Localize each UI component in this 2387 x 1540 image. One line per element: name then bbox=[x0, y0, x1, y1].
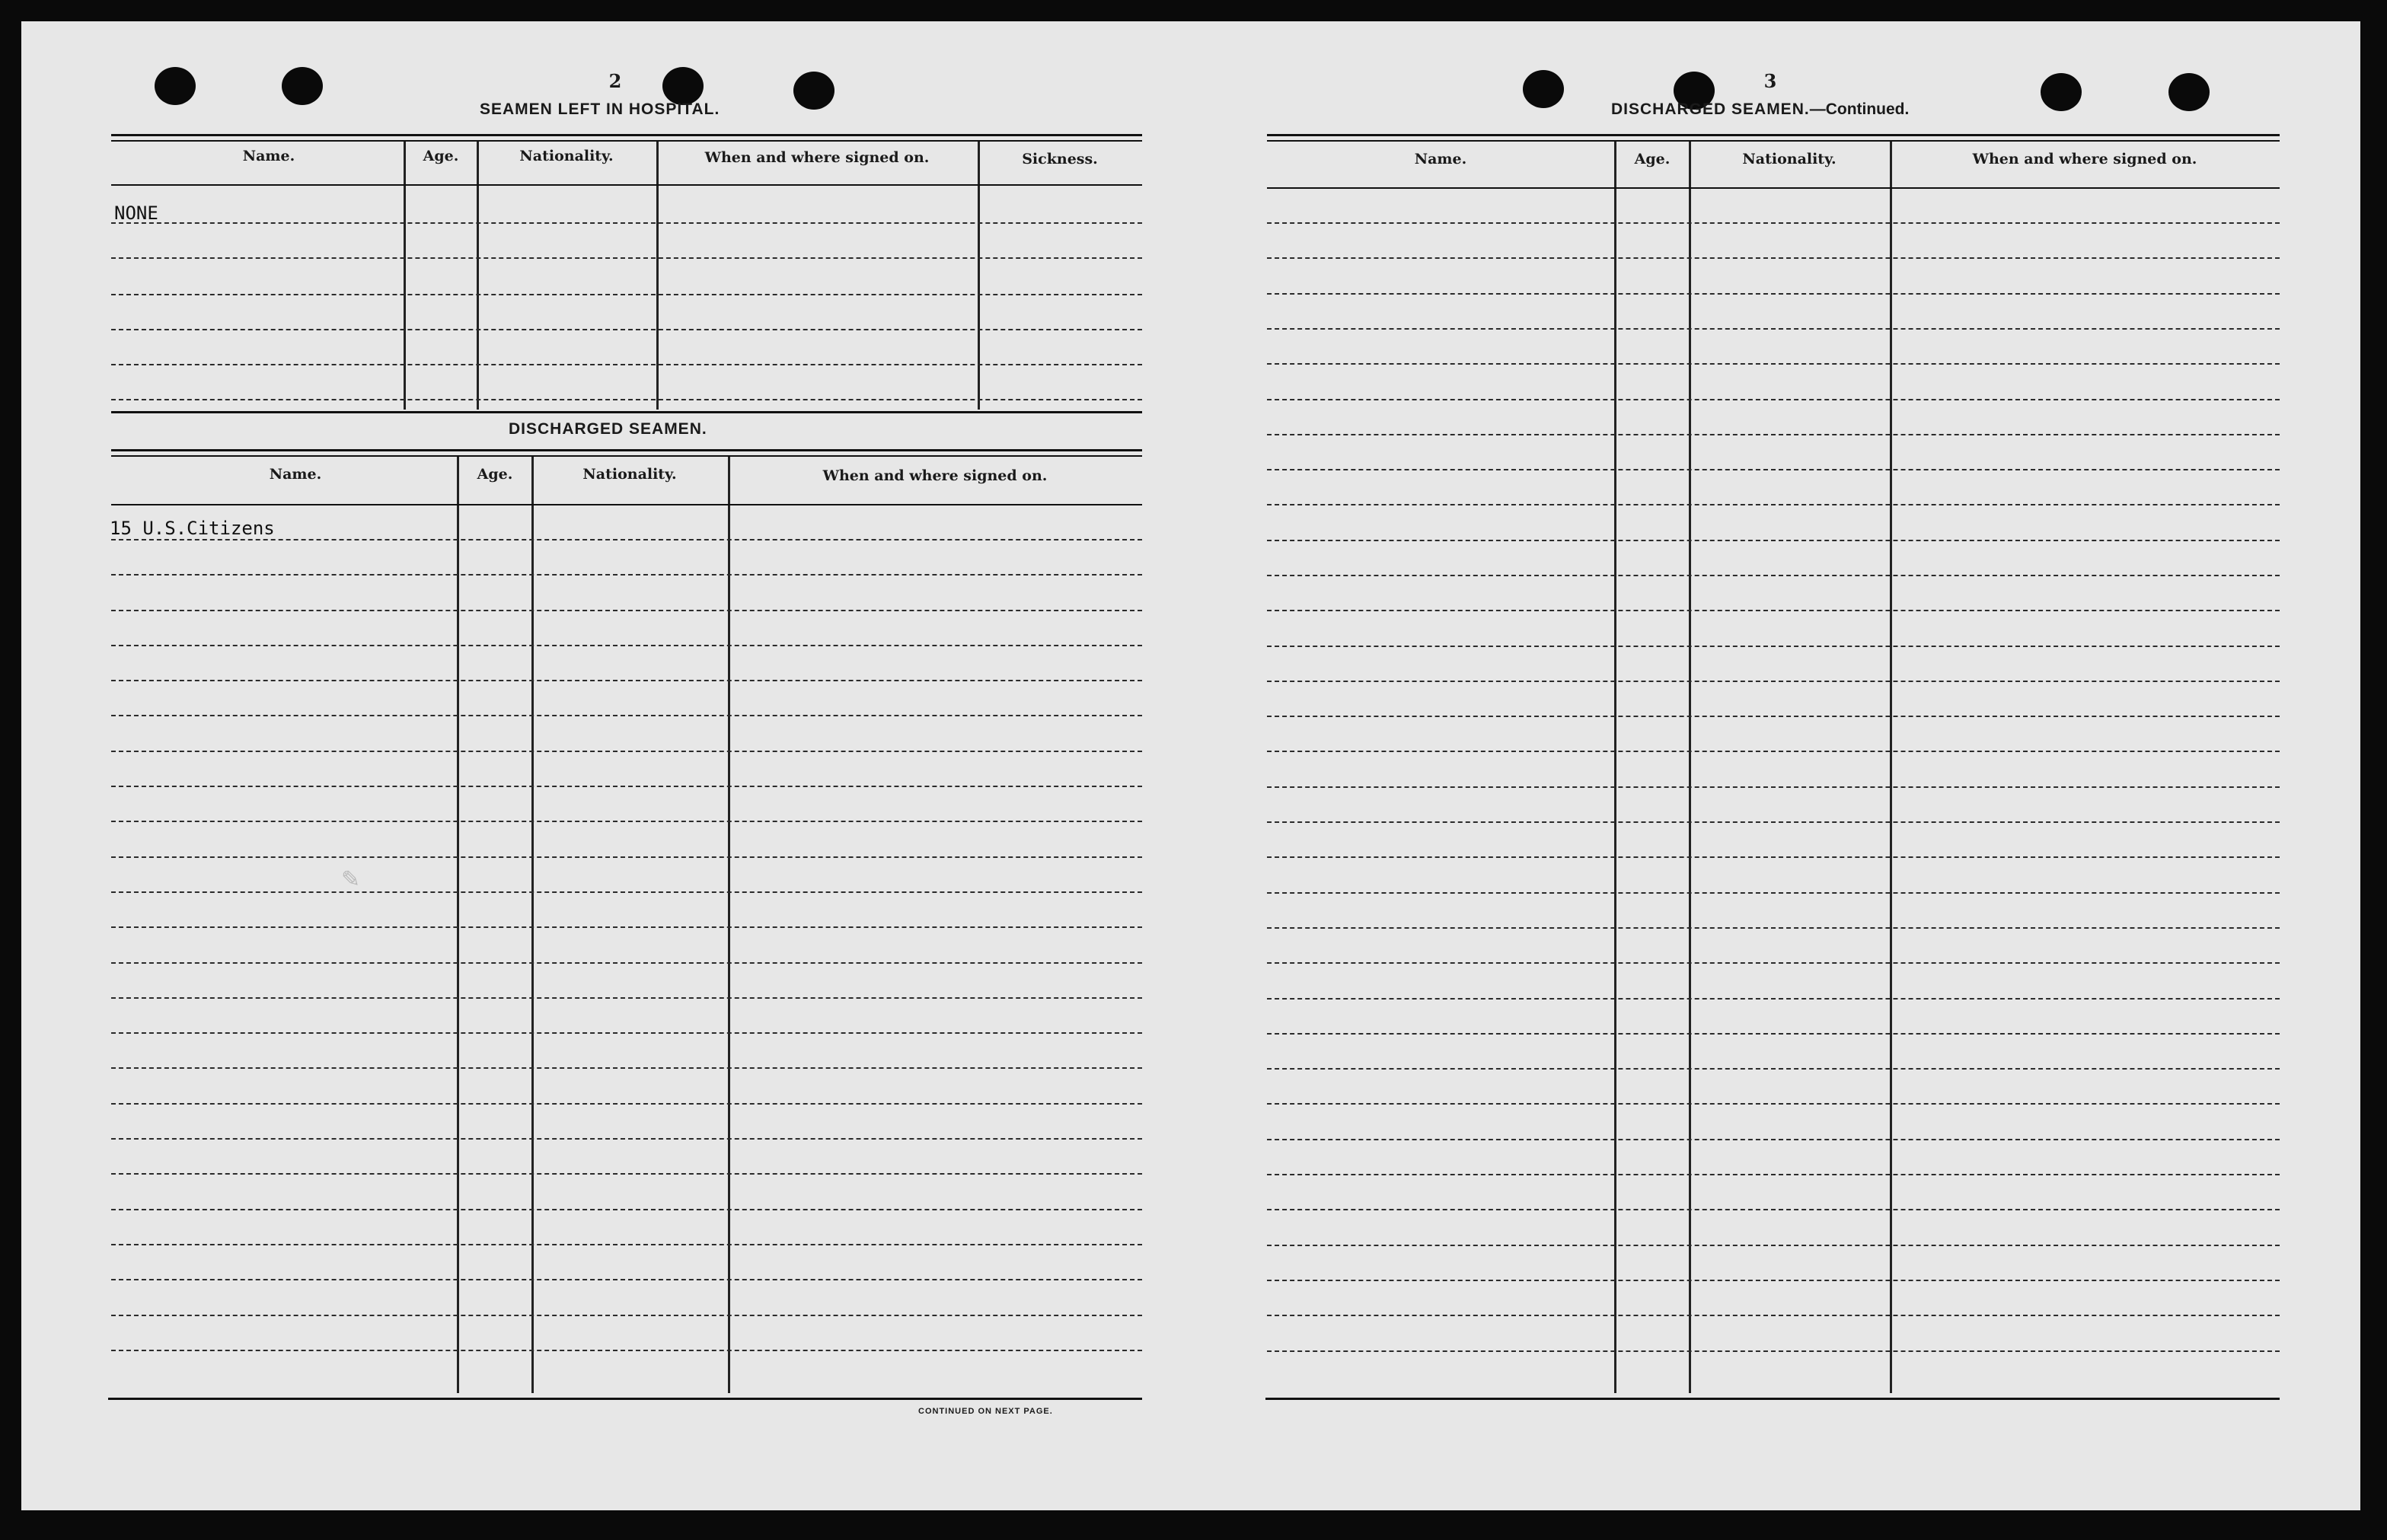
table-row bbox=[111, 1315, 1142, 1316]
table-row bbox=[1267, 1068, 2280, 1070]
punch-hole bbox=[662, 67, 704, 105]
table-row bbox=[111, 610, 1142, 611]
document-sheet bbox=[21, 21, 2360, 1510]
table-row bbox=[111, 1350, 1142, 1351]
table-row bbox=[1267, 751, 2280, 752]
section-rule bbox=[1267, 134, 2280, 136]
discharged-continued-title bbox=[1611, 100, 1909, 119]
table-row bbox=[1267, 927, 2280, 929]
table-row bbox=[111, 1209, 1142, 1210]
column-divider bbox=[477, 142, 479, 410]
table-row bbox=[1267, 328, 2280, 330]
column-divider bbox=[656, 142, 659, 410]
discharged-entry: 15 U.S.Citizens bbox=[110, 518, 275, 539]
table-row bbox=[1267, 716, 2280, 717]
section-rule bbox=[111, 411, 1142, 413]
column-header-age: Age. bbox=[1634, 151, 1671, 167]
bottom-rule bbox=[108, 1398, 1142, 1400]
table-row bbox=[1267, 786, 2280, 788]
table-row bbox=[111, 1173, 1142, 1175]
section-title-suffix: —Continued. bbox=[1809, 100, 1910, 118]
table-row bbox=[1267, 399, 2280, 400]
table-row bbox=[111, 1138, 1142, 1140]
table-row bbox=[1267, 892, 2280, 894]
discharged-section-title: DISCHARGED SEAMEN. bbox=[509, 420, 707, 438]
hospital-section-title: SEAMEN LEFT IN HOSPITAL. bbox=[480, 100, 720, 118]
table-row bbox=[111, 1244, 1142, 1245]
header-underline bbox=[111, 504, 1142, 505]
column-header-nationality: Nationality. bbox=[1742, 151, 1837, 167]
table-row bbox=[1267, 1315, 2280, 1316]
ink-mark: ✎ bbox=[341, 866, 361, 893]
section-rule bbox=[111, 455, 1142, 457]
punch-hole bbox=[2041, 73, 2082, 111]
punch-hole bbox=[793, 72, 834, 110]
table-row bbox=[1267, 998, 2280, 1000]
table-row bbox=[111, 294, 1142, 295]
column-header-name: Name. bbox=[242, 148, 295, 164]
table-row bbox=[111, 539, 1142, 540]
table-row bbox=[1267, 1280, 2280, 1281]
table-row bbox=[1267, 681, 2280, 682]
table-row bbox=[111, 329, 1142, 330]
column-header-nationality: Nationality. bbox=[519, 148, 614, 164]
table-row bbox=[1267, 222, 2280, 224]
column-header-signed-on: When and where signed on. bbox=[1972, 151, 2197, 167]
table-row bbox=[111, 399, 1142, 400]
table-row bbox=[1267, 363, 2280, 365]
table-row bbox=[1267, 1033, 2280, 1035]
table-row bbox=[1267, 1350, 2280, 1352]
punch-hole bbox=[1523, 70, 1564, 108]
table-row bbox=[111, 364, 1142, 365]
table-row bbox=[111, 751, 1142, 752]
column-header-signed-on: When and where signed on. bbox=[822, 467, 1048, 484]
section-rule bbox=[111, 449, 1142, 451]
table-row bbox=[1267, 504, 2280, 505]
table-row bbox=[111, 257, 1142, 259]
table-row bbox=[111, 574, 1142, 576]
section-rule bbox=[111, 140, 1142, 142]
table-row bbox=[1267, 962, 2280, 964]
table-row bbox=[1267, 856, 2280, 858]
column-header-age: Age. bbox=[477, 466, 513, 483]
table-row bbox=[1267, 540, 2280, 541]
punch-hole bbox=[282, 67, 323, 105]
table-row bbox=[1267, 1245, 2280, 1246]
table-row bbox=[111, 962, 1142, 964]
table-row bbox=[111, 1032, 1142, 1034]
table-row bbox=[1267, 469, 2280, 470]
punch-hole bbox=[2168, 73, 2210, 111]
section-rule bbox=[1267, 140, 2280, 142]
table-row bbox=[1267, 1103, 2280, 1105]
table-row bbox=[1267, 1139, 2280, 1140]
column-divider bbox=[978, 142, 980, 410]
table-row bbox=[1267, 575, 2280, 576]
page-number: 2 bbox=[608, 70, 622, 92]
column-divider bbox=[728, 457, 730, 1393]
page-number: 3 bbox=[1763, 70, 1777, 92]
table-row bbox=[111, 1279, 1142, 1280]
bottom-rule bbox=[1265, 1398, 2280, 1400]
column-divider bbox=[531, 457, 534, 1393]
table-row bbox=[1267, 610, 2280, 611]
section-title: DISCHARGED SEAMEN. bbox=[1611, 100, 1810, 118]
table-row bbox=[1267, 821, 2280, 823]
table-row bbox=[111, 715, 1142, 716]
section-rule bbox=[111, 134, 1142, 136]
table-row bbox=[111, 926, 1142, 928]
table-row bbox=[111, 786, 1142, 787]
column-header-sickness: Sickness. bbox=[1022, 151, 1098, 167]
column-header-name: Name. bbox=[1414, 151, 1467, 167]
table-row bbox=[111, 856, 1142, 858]
column-header-name: Name. bbox=[269, 466, 322, 483]
header-underline bbox=[1267, 187, 2280, 189]
header-underline bbox=[111, 184, 1142, 186]
table-row bbox=[111, 997, 1142, 999]
column-divider bbox=[457, 457, 459, 1393]
column-header-signed-on: When and where signed on. bbox=[704, 149, 930, 166]
table-row bbox=[1267, 434, 2280, 435]
punch-hole bbox=[155, 67, 196, 105]
table-row bbox=[111, 821, 1142, 822]
table-row bbox=[111, 680, 1142, 681]
continued-note: CONTINUED ON NEXT PAGE. bbox=[918, 1407, 1053, 1416]
table-row bbox=[111, 222, 1142, 224]
column-header-nationality: Nationality. bbox=[582, 466, 677, 483]
table-row bbox=[1267, 646, 2280, 647]
column-header-age: Age. bbox=[423, 148, 459, 164]
table-row bbox=[111, 645, 1142, 646]
table-row bbox=[1267, 1209, 2280, 1210]
table-row bbox=[1267, 1174, 2280, 1175]
table-row bbox=[111, 1067, 1142, 1069]
column-divider bbox=[404, 142, 406, 410]
table-row bbox=[1267, 293, 2280, 295]
table-row bbox=[111, 891, 1142, 893]
hospital-entry: NONE bbox=[114, 202, 158, 224]
table-row bbox=[1267, 257, 2280, 259]
table-row bbox=[111, 1103, 1142, 1105]
